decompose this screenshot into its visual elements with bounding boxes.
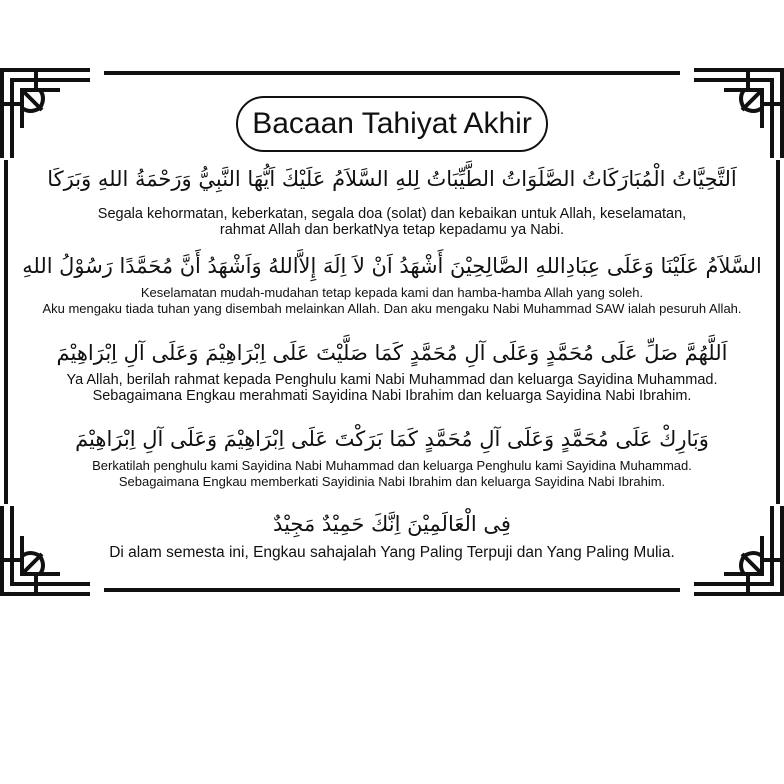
translation-1-line-1: Segala kehormatan, keberkatan, segala doa (solat) dan kebaikan untuk Allah, keselamatan, — [97, 206, 687, 222]
arabic-text-5: فِى الْعَالَمِيْنَ اِنَّكَ حَمِيْدٌ مَجِيْدٌ — [273, 512, 511, 536]
translation-4-line-1: Berkatilah penghulu kami Sayidina Nabi Muhammad dan keluarga Penghulu kami Sayidina Muhammad. — [92, 458, 692, 473]
translation-3-line-1: Ya Allah, berilah rahmat kepada Penghulu kami Nabi Muhammad dan keluarga Sayidina Muhammad. — [66, 372, 718, 388]
frame-left-line — [4, 160, 8, 504]
frame-top-line — [104, 71, 680, 75]
page-title: Bacaan Tahiyat Akhir — [236, 96, 548, 152]
section-1 — [20, 164, 764, 238]
translation-2-line-2: Aku mengaku tiada tuhan yang disembah melainkan Allah. Dan aku mengaku Nabi Muhammad SAW ialah pesuruh Allah. — [42, 301, 742, 316]
corner-ornament-top-left — [0, 68, 92, 160]
translation-4-line-2: Sebagaimana Engkau memberkati Sayidinia Nabi Ibrahim dan keluarga Sayidina Nabi Ibrahim. — [118, 474, 666, 489]
arabic-text-2: السَّلاَمُ عَلَيْنَا وَعَلَى عِبَادِاللهِ الصَّالِحِيْنَ أَشْهَدُ اَنْ لاَ اِلَهَ إِلاَّاللهُ وَاَشْهَدُ أَنَّ مُحَمَّدًا رَسُوْلُ اللهِ — [22, 254, 762, 278]
arabic-text-4: وَبَارِكْ عَلَى مُحَمَّدٍ وَعَلَى آلِ مُحَمَّدٍ كَمَا بَرَكْتَ عَلَى اِبْرَاهِيْمَ وَعَلَى آلِ اِبْرَاهِيْمَ — [75, 427, 709, 451]
section-4 — [20, 424, 764, 490]
arabic-text-3: اَللَّهُمَّ صَلِّ عَلَى مُحَمَّدٍ وَعَلَى آلِ مُحَمَّدٍ كَمَا صَلَّيْتَ عَلَى اِبْرَاهِيْمَ وَعَلَى آلِ اِبْرَاهِيْمَ — [56, 341, 728, 365]
translation-2-line-1: Keselamatan mudah-mudahan tetap kepada kami dan hamba-hamba Allah yang soleh. — [140, 285, 644, 300]
arabic-text-1: اَلتَّحِيَّاتُ الْمُبَارَكَاتُ الصَّلَوَاتُ الطَّيِّبَاتُ لِلهِ السَّلاَمُ عَلَيْكَ اَيُّهَا النَّبِيُّ وَرَحْمَةُ اللهِ وَبَرَكَا — [47, 167, 737, 191]
section-2 — [20, 251, 764, 317]
translation-5-line-1: Di alam semesta ini, Engkau sahajalah Yang Paling Terpuji dan Yang Paling Mulia. — [109, 544, 675, 561]
corner-ornament-top-right — [692, 68, 784, 160]
translation-1-line-2: rahmat Allah dan berkatNya tetap kepadamu ya Nabi. — [219, 222, 565, 238]
translation-3-line-2: Sebagaimana Engkau merahmati Sayidina Nabi Ibrahim dan keluarga Sayidina Nabi Ibrahim. — [92, 388, 692, 404]
section-5 — [20, 509, 764, 561]
frame-bottom-line — [104, 588, 680, 592]
frame-right-line — [776, 160, 780, 504]
section-3 — [20, 338, 764, 404]
